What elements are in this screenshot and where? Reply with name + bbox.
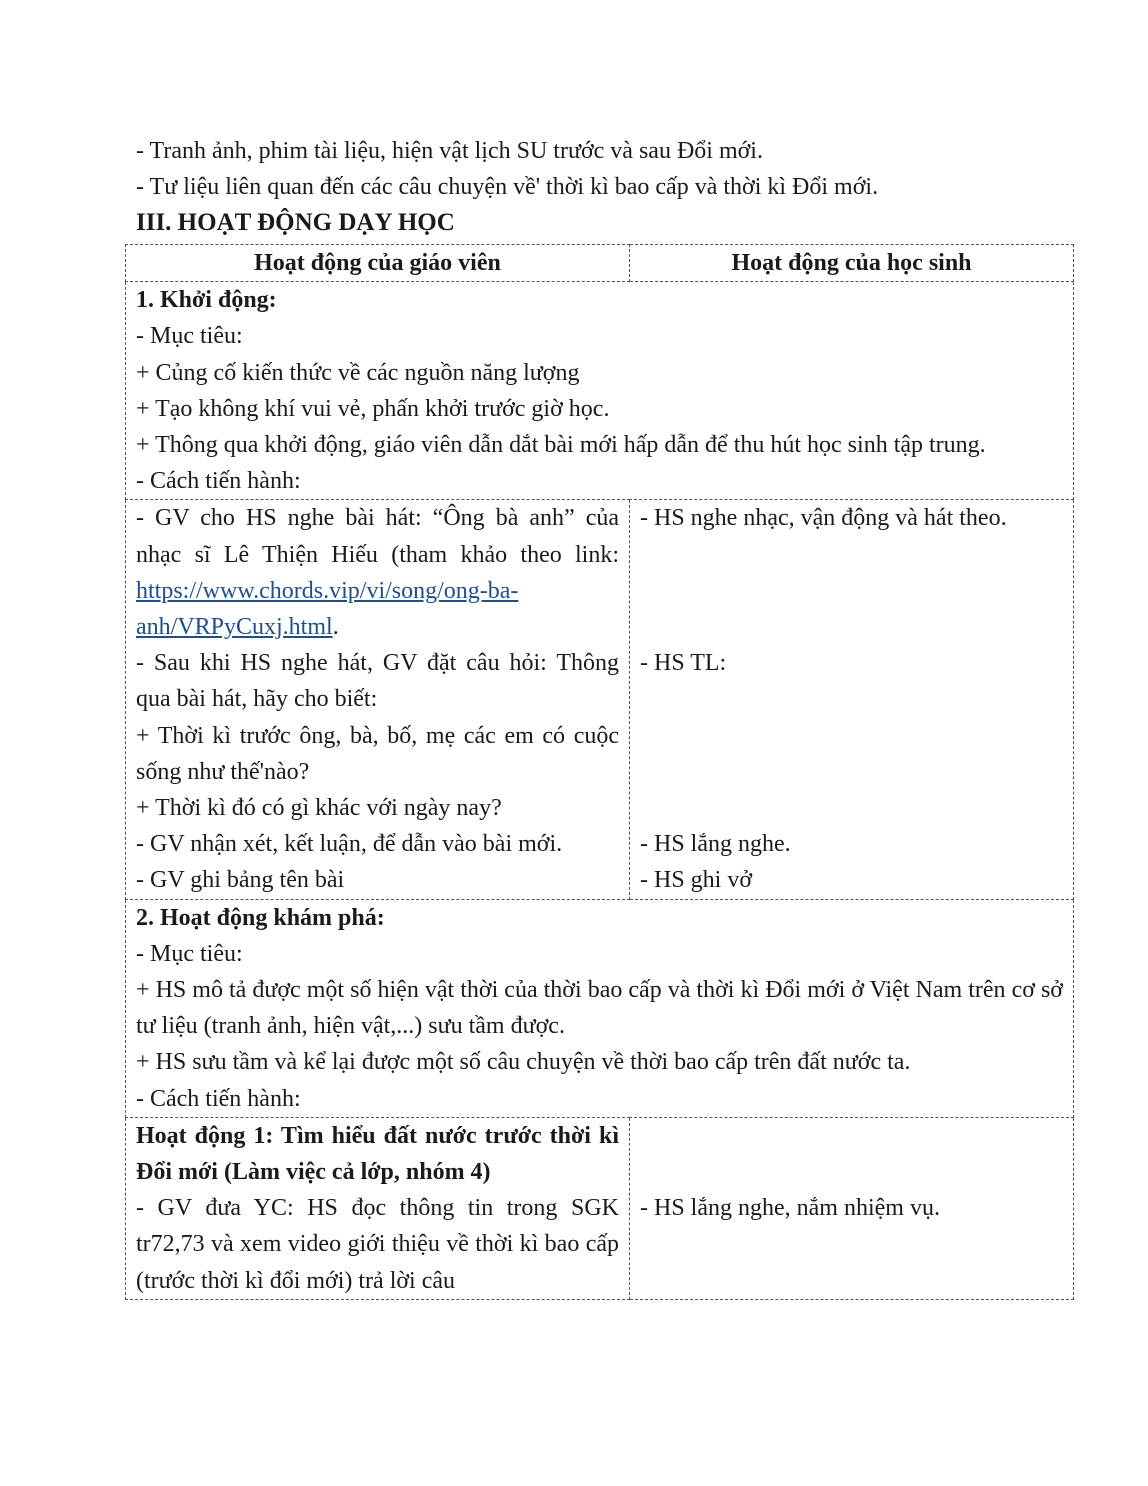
part1-method-label: - Cách tiến hành:	[136, 468, 301, 495]
header-student: Hoạt động của học sinh	[630, 245, 1074, 282]
part1-teacher-b: - Sau khi HS nghe hát, GV đặt câu hỏi: Thông qua bài hát, hãy cho biết:	[136, 650, 619, 713]
part1-goal-2: + Tạo không khí vui vẻ, phấn khởi trước giờ học.	[136, 395, 610, 422]
part1-student-e: - HS lắng nghe.	[640, 831, 791, 858]
part2-intro-row	[126, 899, 1074, 1117]
part1-teacher-f: - GV ghi bảng tên bài	[136, 867, 345, 894]
part2-goal-2: + HS sưu tầm và kể lại được một số câu chuyện về thời bao cấp trên đất nước ta.	[136, 1049, 911, 1076]
activity-1-title: Hoạt động 1: Tìm hiểu đất nước trước thời kì Đổi mới (Làm việc cả lớp, nhóm 4)	[136, 1122, 619, 1186]
table-header-row	[126, 245, 1074, 282]
part2-goal-1: + HS mô tả được một số hiện vật thời của thời bao cấp và thời kì Đổi mới ở Việt Nam trên cơ sở tư liệu (tranh ảnh, hiện vật,...) sưu tầm được.	[136, 977, 1063, 1040]
part2-student-a: - HS lắng nghe, nắm nhiệm vụ.	[640, 1195, 940, 1222]
part1-teacher-e: - GV nhận xét, kết luận, để dẫn vào bài mới.	[136, 831, 563, 858]
part1-activity-row	[126, 500, 1074, 899]
part2-student-cell	[630, 1117, 1074, 1299]
intro-line-2: - Tư liệu liên quan đến các câu chuyện về' thời kì bao cấp và thời kì Đổi mới.	[136, 174, 879, 200]
part1-intro-row	[126, 282, 1074, 500]
part2-method-label: - Cách tiến hành:	[136, 1085, 301, 1112]
link-tail: .	[332, 614, 339, 641]
part2-goal-label: - Mục tiêu:	[136, 940, 243, 967]
part1-intro-cell	[126, 282, 1074, 500]
part1-goal-3: + Thông qua khởi động, giáo viên dẫn dắt bài mới hấp dẫn để thu hút học sinh tập trung.	[136, 432, 986, 459]
part2-activity-row	[126, 1117, 1074, 1299]
part1-student-b: - HS TL:	[640, 650, 727, 677]
part1-teacher-d: + Thời kì đó có gì khác với ngày nay?	[136, 795, 502, 822]
part1-teacher-cell	[126, 500, 630, 899]
song-link[interactable]: https://www.chords.vip/vi/song/ong-ba-anh/VRPyCuxj.html	[136, 577, 519, 641]
section-title: III. HOẠT ĐỘNG DẠY HỌC	[136, 209, 455, 236]
part2-intro-cell	[126, 899, 1074, 1117]
header-teacher: Hoạt động của giáo viên	[126, 245, 630, 282]
part2-teacher-cell	[126, 1117, 630, 1299]
part1-teacher-a-text: - GV cho HS nghe bài hát: “Ông bà anh” của nhạc sĩ Lê Thiện Hiếu (tham khảo theo link:	[136, 505, 619, 568]
part2-title: 2. Hoạt động khám phá:	[136, 904, 385, 931]
intro-line-1: - Tranh ảnh, phim tài liệu, hiện vật lịch SU trước và sau Đổi mới.	[136, 138, 763, 164]
part1-student-cell	[630, 500, 1074, 899]
part1-teacher-a	[136, 500, 619, 645]
lesson-table	[125, 244, 1074, 1300]
part1-goal-label: - Mục tiêu:	[136, 323, 243, 350]
part2-teacher-a: - GV đưa YC: HS đọc thông tin trong SGK tr72,73 và xem video giới thiệu về thời kì bao cấp (trước thời kì đổi mới) trả lời câu	[136, 1195, 619, 1294]
part1-student-f: - HS ghi vở	[640, 867, 753, 894]
part1-teacher-c: + Thời kì trước ông, bà, bố, mẹ các em có cuộc sống như thế'nào?	[136, 722, 619, 785]
part1-goal-1: + Củng cố kiến thức về các nguồn năng lượng	[136, 359, 580, 386]
part1-title: 1. Khởi động:	[136, 287, 277, 314]
part1-student-a: - HS nghe nhạc, vận động và hát theo.	[640, 505, 1007, 532]
